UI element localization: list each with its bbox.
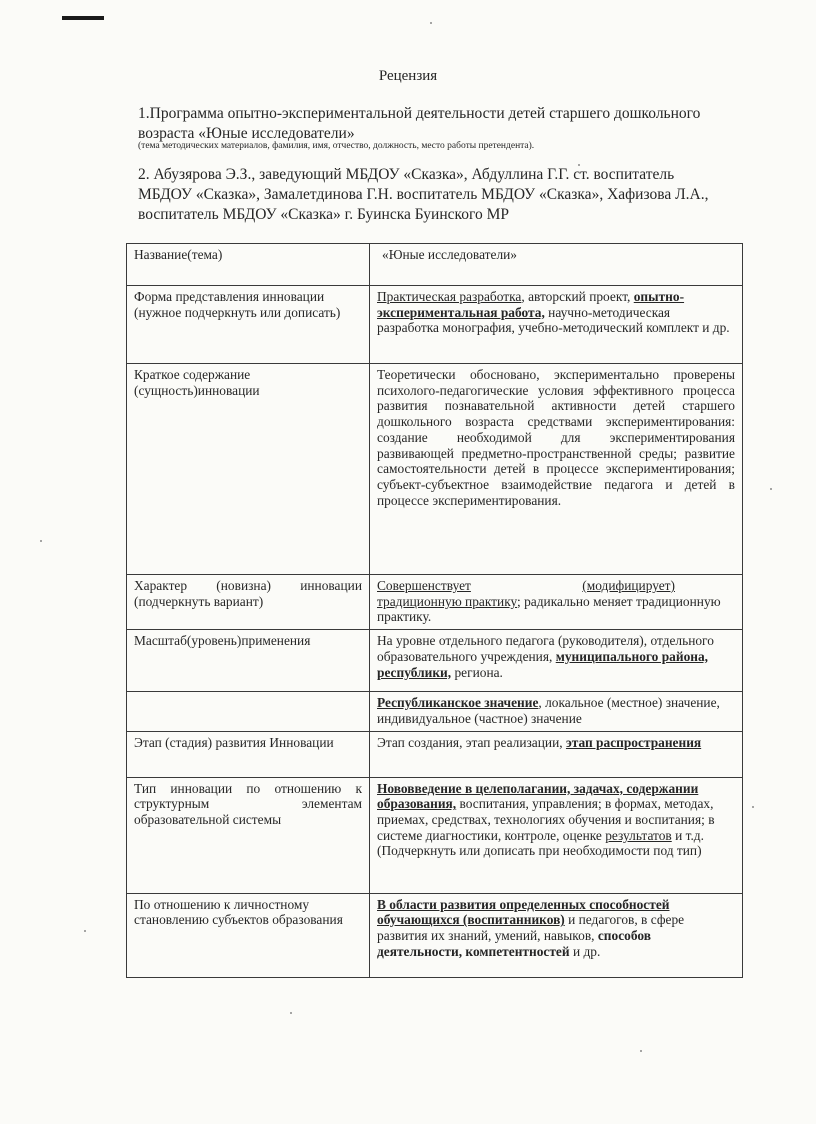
row-summary bbox=[127, 364, 743, 575]
row-name-label: Название(тема) bbox=[127, 244, 370, 286]
authors-line-2: МБДОУ «Сказка», Замалетдинова Г.Н. воспитатель МБДОУ «Сказка», Хафизова Л.А., bbox=[138, 186, 709, 203]
authors-line-3: воспитатель МБДОУ «Сказка» г. Буинска Буинского МР bbox=[138, 206, 509, 223]
row-personal-label: По отношению к личностному становлению субъектов образования bbox=[127, 893, 370, 977]
scan-mark bbox=[62, 16, 104, 20]
row-form-label: Форма представления инновации (нужное подчеркнуть или дописать) bbox=[127, 286, 370, 364]
row-summary-label: Краткое содержание (сущность)инновации bbox=[127, 364, 370, 575]
row-type-value: Нововведение в целеполагании, задачах, содержании образования, воспитания, управления; в формах, методах, приемах, средствах, технологиях обучения и воспитания; в системе диагностики, контроле, оценке результатов и т.д.(Подчеркнуть или дописать при необходимости под тип) bbox=[370, 777, 743, 893]
row-scale-value: На уровне отдельного педагога (руководителя), отдельного образовательного учреждения, муниципального района, республики, региона. bbox=[370, 630, 743, 692]
row-character-label: Характер (новизна) инновации (подчеркнуть вариант) bbox=[127, 575, 370, 630]
row-character-value: Совершенствует (модифицирует) традиционную практику; радикально меняет традиционную практику. bbox=[370, 575, 743, 630]
review-table bbox=[126, 243, 743, 978]
scan-speck bbox=[290, 1012, 292, 1014]
row-form-value: Практическая разработка, авторский проект, опытно-экспериментальная работа, научно-методическая разработка монография, учебно-методический комплект и др. bbox=[370, 286, 743, 364]
row-name-value: «Юные исследователи» bbox=[370, 244, 743, 286]
row-personal bbox=[127, 893, 743, 977]
program-line-2: возраста «Юные исследователи» bbox=[138, 125, 355, 142]
row-scale-label: Масштаб(уровень)применения bbox=[127, 630, 370, 692]
row-summary-value: Теоретически обосновано, экспериментально проверены психолого-педагогические условия эффективного процесса развития познавательной активности детей старшего дошкольного возраста средствами экспериментирования: создание необходимой для экспериментирования развивающей предметно-пространственной среды; развитие самостоятельности детей в процессе экспериментирования; субъект-субъектное взаимодействие педагога и детей в процессе экспериментирования. bbox=[370, 364, 743, 575]
program-note: (тема методических материалов, фамилия, имя, отчество, должность, место работы претендента). bbox=[138, 141, 535, 151]
row-form bbox=[127, 286, 743, 364]
row-stage bbox=[127, 731, 743, 777]
scan-speck bbox=[752, 806, 754, 808]
row-significance bbox=[127, 692, 743, 731]
row-stage-label: Этап (стадия) развития Инновации bbox=[127, 731, 370, 777]
scan-speck bbox=[84, 930, 86, 932]
program-line-1: 1.Программа опытно-экспериментальной деятельности детей старшего дошкольного bbox=[138, 105, 701, 122]
row-personal-value: В области развития определенных способностей обучающихся (воспитанников) и педагогов, в сфере развития их знаний, умений, навыков, способов деятельности, компетентностей и др. bbox=[370, 893, 743, 977]
row-scale bbox=[127, 630, 743, 692]
scan-speck bbox=[40, 540, 42, 542]
row-character bbox=[127, 575, 743, 630]
row-type-label: Тип инновации по отношению к структурным элементам образовательной системы bbox=[127, 777, 370, 893]
row-name bbox=[127, 244, 743, 286]
row-significance-label bbox=[127, 692, 370, 731]
row-stage-value: Этап создания, этап реализации, этап распространения bbox=[370, 731, 743, 777]
scan-speck bbox=[430, 22, 432, 24]
page-title: Рецензия bbox=[378, 68, 438, 84]
scan-speck bbox=[578, 164, 580, 166]
row-type bbox=[127, 777, 743, 893]
authors-line-1: 2. Абузярова Э.З., заведующий МБДОУ «Сказка», Абдуллина Г.Г. ст. воспитатель bbox=[138, 166, 675, 183]
row-significance-value: Республиканское значение, локальное (местное) значение, индивидуальное (частное) значение bbox=[370, 692, 743, 731]
scan-speck bbox=[640, 1050, 642, 1052]
scan-speck bbox=[770, 488, 772, 490]
